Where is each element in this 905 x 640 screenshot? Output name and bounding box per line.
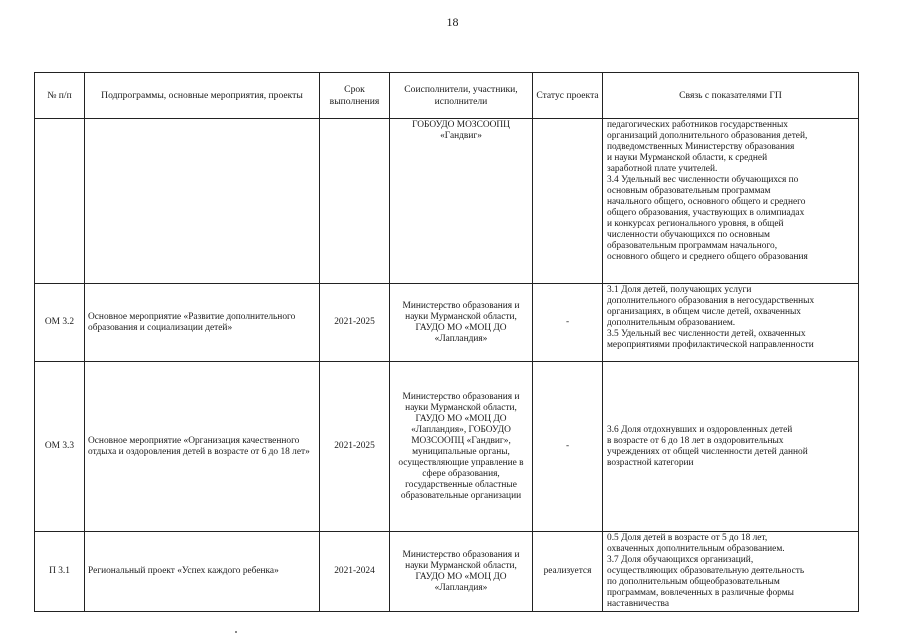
- link-line: возрастной категории: [607, 457, 694, 468]
- row-name: [85, 119, 320, 284]
- link-line: мероприятиями профилактической направленности: [607, 340, 814, 350]
- table-row: [35, 532, 859, 612]
- table-header-row: [35, 73, 859, 119]
- link-line: организаций дополнительного образования детей,: [607, 131, 808, 141]
- header-term: Срок выполнения: [320, 73, 390, 119]
- row-executors: Министерство образования и науки Мурманской области, ГАУДО МО «МОЦ ДО «Лапландия»: [390, 284, 533, 362]
- link-line: и науки Мурманской области, к средней: [607, 153, 768, 163]
- link-line: программам, вовлеченных в различные формы: [607, 588, 794, 598]
- row-status: реализуется: [533, 532, 603, 612]
- row-name: Основное мероприятие «Развитие дополнительного образования и социализации детей»: [85, 284, 320, 362]
- row-executors: Министерство образования и науки Мурманской области, ГАУДО МО «МОЦ ДО «Лапландия», ГОБОУДО МОЗСООПЦ «Гандвиг», муниципальные органы, осуществляющие управление в сфере образования, государственные областные образовательные организации: [390, 362, 533, 532]
- link-line: общего образования, участвующих в олимпиадах: [607, 208, 805, 218]
- link-line: 3.6 Доля отдохнувших и оздоровленных детей: [607, 424, 793, 435]
- table-row: [35, 362, 859, 532]
- row-name: Региональный проект «Успех каждого ребенка»: [85, 532, 320, 612]
- row-status: -: [533, 284, 603, 362]
- link-line: 3.7 Доля обучающихся организаций,: [607, 555, 754, 565]
- row-term: [320, 119, 390, 284]
- link-line: дополнительным образованием.: [607, 318, 736, 328]
- table-row: [35, 284, 859, 362]
- link-line: 3.1 Доля детей, получающих услуги: [607, 285, 752, 295]
- row-executors: ГОБОУДО МОЗСООПЦ «Гандвиг»: [390, 119, 533, 284]
- row-term: 2021-2024: [320, 532, 390, 612]
- row-links: [603, 119, 859, 284]
- link-line: 3.5 Удельный вес численности детей, охваченных: [607, 329, 806, 339]
- link-line: подведомственных Министерству образования: [607, 142, 795, 152]
- row-num: ОМ 3.3: [35, 362, 85, 532]
- link-line: образовательным программам начального,: [607, 241, 778, 251]
- row-executors: Министерство образования и науки Мурманской области, ГАУДО МО «МОЦ ДО «Лапландия»: [390, 532, 533, 612]
- row-term: 2021-2025: [320, 362, 390, 532]
- header-links: Связь с показателями ГП: [603, 73, 859, 119]
- row-name: Основное мероприятие «Организация качественного отдыха и оздоровления детей в возрасте от 6 до 18 лет»: [85, 362, 320, 532]
- table-row: [35, 119, 859, 284]
- program-table: [34, 72, 859, 612]
- row-links: [603, 532, 859, 612]
- row-links: [603, 362, 859, 532]
- link-line: основного общего и среднего общего образования: [607, 252, 808, 262]
- link-line: наставничества: [607, 599, 670, 609]
- row-num: П 3.1: [35, 532, 85, 612]
- link-line: начального общего, основного общего и среднего: [607, 197, 806, 207]
- link-line: охваченных дополнительным образованием.: [607, 544, 785, 554]
- link-line: 3.4 Удельный вес численности обучающихся по: [607, 175, 799, 185]
- row-links: [603, 284, 859, 362]
- link-line: педагогических работников государственных: [607, 120, 788, 130]
- link-line: 0.5 Доля детей в возрасте от 5 до 18 лет,: [607, 533, 768, 543]
- row-term: 2021-2025: [320, 284, 390, 362]
- link-line: заработной плате учителей.: [607, 164, 718, 174]
- header-num: № п/п: [35, 73, 85, 119]
- row-status: [533, 119, 603, 284]
- link-line: дополнительного образования в негосударственных: [607, 296, 815, 306]
- row-num: [35, 119, 85, 284]
- header-status: Статус проекта: [533, 73, 603, 119]
- link-line: организациях, в общем числе детей, охваченных: [607, 307, 801, 317]
- link-line: по дополнительным общеобразовательным: [607, 577, 780, 587]
- header-executors: Соисполнители, участники, исполнители: [390, 73, 533, 119]
- page-number: 18: [446, 15, 459, 29]
- scan-speck: [235, 631, 237, 633]
- link-line: основным образовательным программам: [607, 186, 771, 196]
- row-num: ОМ 3.2: [35, 284, 85, 362]
- link-line: в возрасте от 6 до 18 лет в оздоровительных: [607, 435, 784, 446]
- link-line: и конкурсах регионального уровня, в общей: [607, 219, 784, 229]
- row-status: -: [533, 362, 603, 532]
- header-subprograms: Подпрограммы, основные мероприятия, проекты: [85, 73, 320, 119]
- link-line: осуществляющих образовательную деятельность: [607, 566, 805, 576]
- link-line: учреждениях от общей численности детей данной: [607, 446, 808, 457]
- link-line: численности обучающихся по основным: [607, 230, 770, 240]
